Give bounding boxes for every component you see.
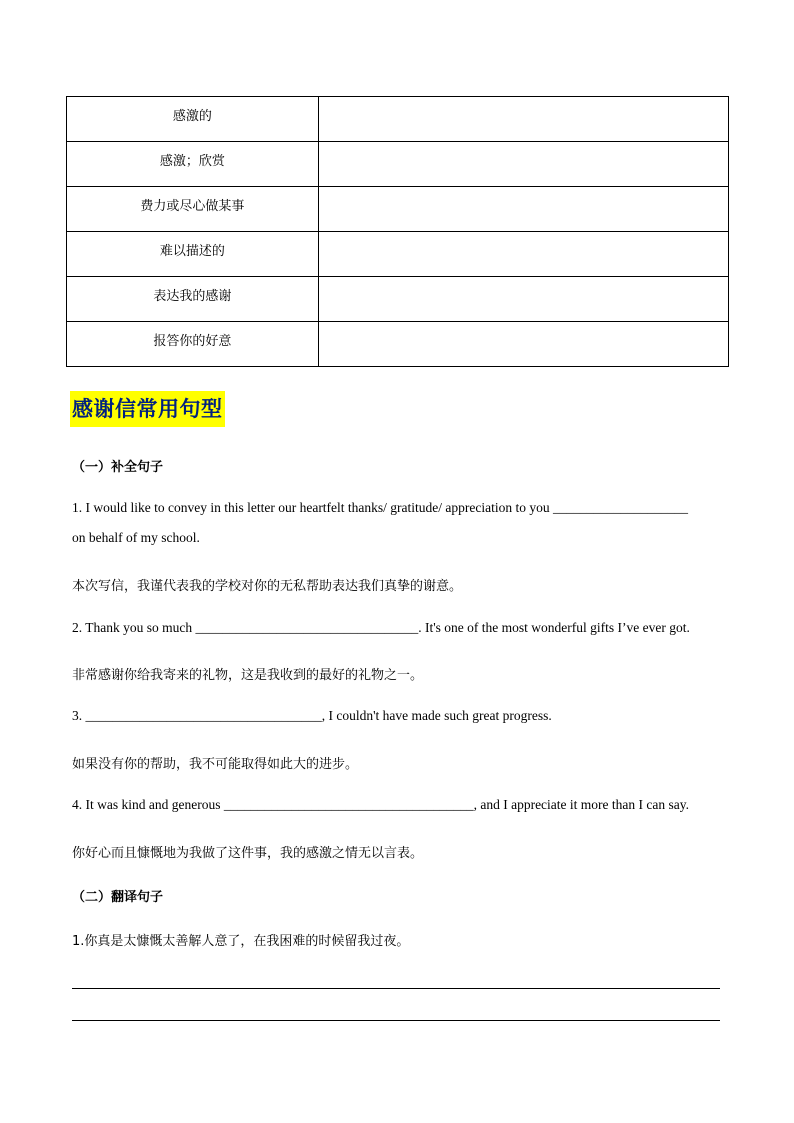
vocab-answer-cell[interactable] bbox=[318, 97, 728, 142]
vocab-chinese-cell: 费力或尽心做某事 bbox=[67, 187, 319, 232]
answer-line-1[interactable] bbox=[72, 988, 720, 989]
vocab-answer-cell[interactable] bbox=[318, 322, 728, 367]
q4-english: 4. It was kind and generous _____________________________________, and I appreciate it more than I can say. bbox=[72, 797, 689, 812]
vocab-chinese-cell: 感激；欣赏 bbox=[67, 142, 319, 187]
q3-english: 3. ___________________________________, I couldn't have made such great progress. bbox=[72, 708, 552, 723]
vocab-answer-cell[interactable] bbox=[318, 232, 728, 277]
vocab-row bbox=[67, 187, 729, 232]
vocab-row bbox=[67, 277, 729, 322]
part1-heading: （一）补全句子 bbox=[72, 460, 164, 475]
q1-english-line1: 1. I would like to convey in this letter our heartfelt thanks/ gratitude/ appreciation to you ____________________ bbox=[72, 500, 688, 515]
section-title: 感谢信常用句型 bbox=[70, 391, 225, 427]
q2-chinese: 非常感谢你给我寄来的礼物，这是我收到的最好的礼物之一。 bbox=[72, 668, 424, 683]
q4-chinese: 你好心而且慷慨地为我做了这件事，我的感激之情无以言表。 bbox=[72, 846, 424, 861]
vocab-row bbox=[67, 232, 729, 277]
vocab-chinese-cell: 报答你的好意 bbox=[67, 322, 319, 367]
vocab-chinese-cell: 难以描述的 bbox=[67, 232, 319, 277]
vocab-row bbox=[67, 142, 729, 187]
translate-q1-chinese: 1.你真是太慷慨太善解人意了，在我困难的时候留我过夜。 bbox=[72, 934, 410, 949]
vocab-answer-cell[interactable] bbox=[318, 142, 728, 187]
q1-chinese: 本次写信，我谨代表我的学校对你的无私帮助表达我们真挚的谢意。 bbox=[72, 579, 463, 594]
vocabulary-table bbox=[66, 96, 729, 367]
part2-heading: （二）翻译句子 bbox=[72, 890, 164, 905]
q2-english: 2. Thank you so much _________________________________. It's one of the most wonderful gifts I’ve ever got. bbox=[72, 620, 690, 635]
answer-line-2[interactable] bbox=[72, 1020, 720, 1021]
vocab-chinese-cell: 感激的 bbox=[67, 97, 319, 142]
vocab-row bbox=[67, 322, 729, 367]
vocab-row bbox=[67, 97, 729, 142]
vocab-answer-cell[interactable] bbox=[318, 277, 728, 322]
vocab-answer-cell[interactable] bbox=[318, 187, 728, 232]
vocab-chinese-cell: 表达我的感谢 bbox=[67, 277, 319, 322]
q3-chinese: 如果没有你的帮助，我不可能取得如此大的进步。 bbox=[72, 757, 359, 772]
q1-english-line2: on behalf of my school. bbox=[72, 530, 200, 545]
